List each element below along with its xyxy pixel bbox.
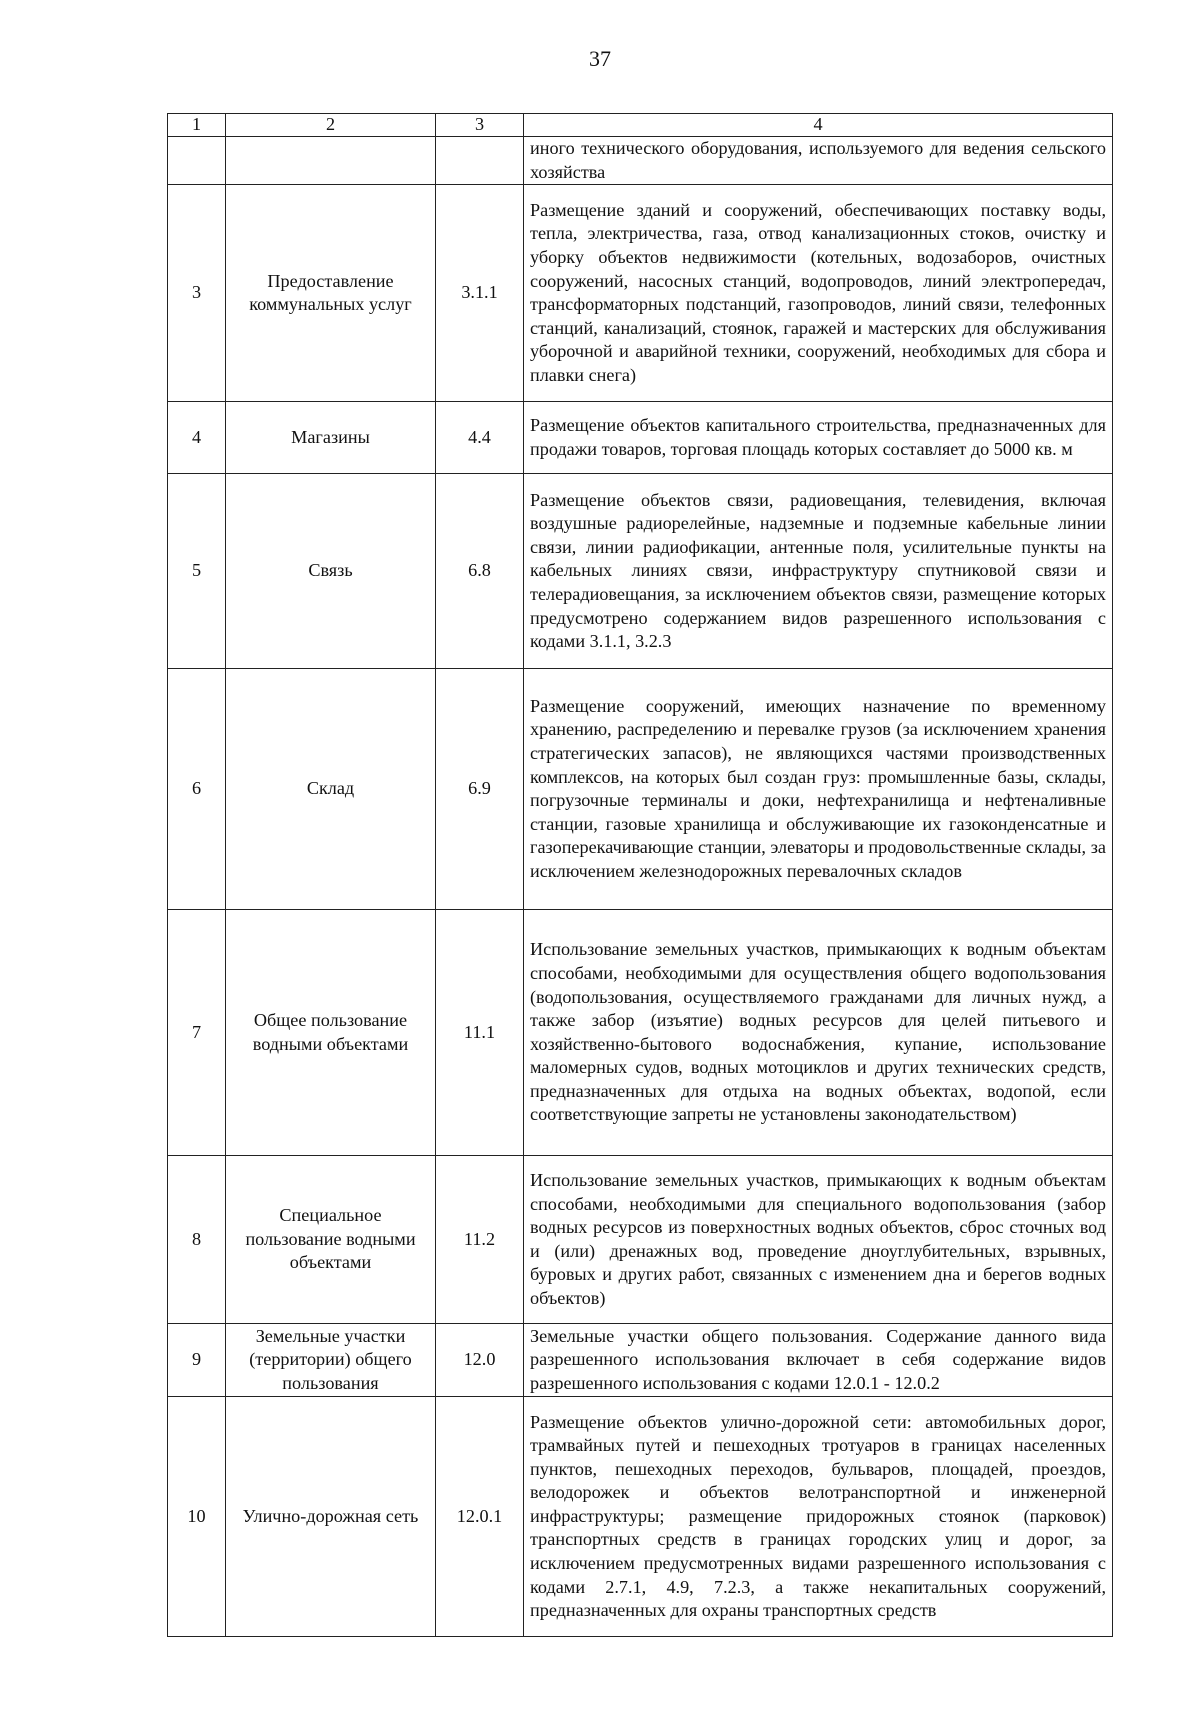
land-use-table (167, 113, 1113, 1637)
row-name: Специальное пользование водными объектами (226, 1156, 436, 1324)
table-row (168, 474, 1113, 669)
row-name: Связь (226, 474, 436, 669)
table-row (168, 137, 1113, 185)
row-description: Размещение объектов капитального строительства, предназначенных для продажи товаров, торговая площадь которых составляет до 5000 кв. м (524, 402, 1113, 474)
row-number: 8 (168, 1156, 226, 1324)
row-description: Размещение объектов улично-дорожной сети: автомобильных дорог, трамвайных путей и пешеходных тротуаров в границах населенных пунктов, пешеходных переходов, бульваров, площадей, проездов, велодорожек и объектов велотранспортной и инженерной инфраструктуры; размещение придорожных стоянок (парковок) транспортных средств в границах городских улиц и дорог, за исключением предусмотренных видами разрешенного использования с кодами 2.7.1, 4.9, 7.2.3, а также некапитальных сооружений, предназначенных для охраны транспортных средств (524, 1397, 1113, 1637)
row-code: 12.0 (436, 1324, 524, 1397)
table-row (168, 910, 1113, 1156)
row-code: 11.2 (436, 1156, 524, 1324)
table-header-row (168, 114, 1113, 137)
header-col-4: 4 (524, 114, 1113, 137)
header-col-1: 1 (168, 114, 226, 137)
row-code: 12.0.1 (436, 1397, 524, 1637)
row-number (168, 137, 226, 185)
row-description: Использование земельных участков, примыкающих к водным объектам способами, необходимыми для специального водопользования (забор водных ресурсов из поверхностных водных объектов, сброс сточных вод и (или) дренажных вод, проведение дноуглубительных, взрывных, буровых и других работ, связанных с изменением дна и берегов водных объектов) (524, 1156, 1113, 1324)
row-number: 6 (168, 669, 226, 910)
row-code (436, 137, 524, 185)
row-description: иного технического оборудования, используемого для ведения сельского хозяйства (524, 137, 1113, 185)
row-number: 4 (168, 402, 226, 474)
row-name: Общее пользование водными объектами (226, 910, 436, 1156)
table-row (168, 1156, 1113, 1324)
row-description: Использование земельных участков, примыкающих к водным объектам способами, необходимыми для осуществления общего водопользования (водопользования, осуществляемого гражданами для личных нужд, а также забор (изъятие) водных ресурсов для целей питьевого и хозяйственно-бытового водоснабжения, купание, использование маломерных судов, водных мотоциклов и других технических средств, предназначенных для отдыха на водных объектах, водопой, если соответствующие запреты не установлены законодательством) (524, 910, 1113, 1156)
row-description: Размещение зданий и сооружений, обеспечивающих поставку воды, тепла, электричества, газа, отвод канализационных стоков, очистку и уборку объектов недвижимости (котельных, водозаборов, очистных сооружений, насосных станций, водопроводов, линий электропередач, трансформаторных подстанций, газопроводов, линий связи, телефонных станций, канализаций, стоянок, гаражей и мастерских для обслуживания уборочной и аварийной техники, сооружений, необходимых для сбора и плавки снега) (524, 185, 1113, 402)
table-row (168, 185, 1113, 402)
table-row (168, 1397, 1113, 1637)
row-number: 5 (168, 474, 226, 669)
row-name: Склад (226, 669, 436, 910)
row-description: Размещение объектов связи, радиовещания, телевидения, включая воздушные радиорелейные, надземные и подземные кабельные линии связи, линии радиофикации, антенные поля, усилительные пункты на кабельных линиях связи, инфраструктуру спутниковой связи и телерадиовещания, за исключением объектов связи, размещение которых предусмотрено содержанием видов разрешенного использования с кодами 3.1.1, 3.2.3 (524, 474, 1113, 669)
row-description: Размещение сооружений, имеющих назначение по временному хранению, распределению и перевалке грузов (за исключением хранения стратегических запасов), не являющихся частями производственных комплексов, на которых был создан груз: промышленные базы, склады, погрузочные терминалы и доки, нефтехранилища и нефтеналивные станции, газовые хранилища и обслуживающие их газоконденсатные и газоперекачивающие станции, элеваторы и продовольственные склады, за исключением железнодорожных перевалочных складов (524, 669, 1113, 910)
header-col-2: 2 (226, 114, 436, 137)
page-number: 37 (589, 46, 611, 71)
row-number: 9 (168, 1324, 226, 1397)
row-name (226, 137, 436, 185)
row-name: Магазины (226, 402, 436, 474)
row-number: 7 (168, 910, 226, 1156)
row-name: Предоставление коммунальных услуг (226, 185, 436, 402)
row-number: 3 (168, 185, 226, 402)
row-description: Земельные участки общего пользования. Содержание данного вида разрешенного использования включает в себя содержание видов разрешенного использования с кодами 12.0.1 - 12.0.2 (524, 1324, 1113, 1397)
row-code: 3.1.1 (436, 185, 524, 402)
row-code: 6.9 (436, 669, 524, 910)
row-code: 6.8 (436, 474, 524, 669)
row-number: 10 (168, 1397, 226, 1637)
row-code: 11.1 (436, 910, 524, 1156)
table-row (168, 669, 1113, 910)
table-row (168, 1324, 1113, 1397)
row-code: 4.4 (436, 402, 524, 474)
row-name: Улично-дорожная сеть (226, 1397, 436, 1637)
table-row (168, 402, 1113, 474)
row-name: Земельные участки (территории) общего пользования (226, 1324, 436, 1397)
header-col-3: 3 (436, 114, 524, 137)
